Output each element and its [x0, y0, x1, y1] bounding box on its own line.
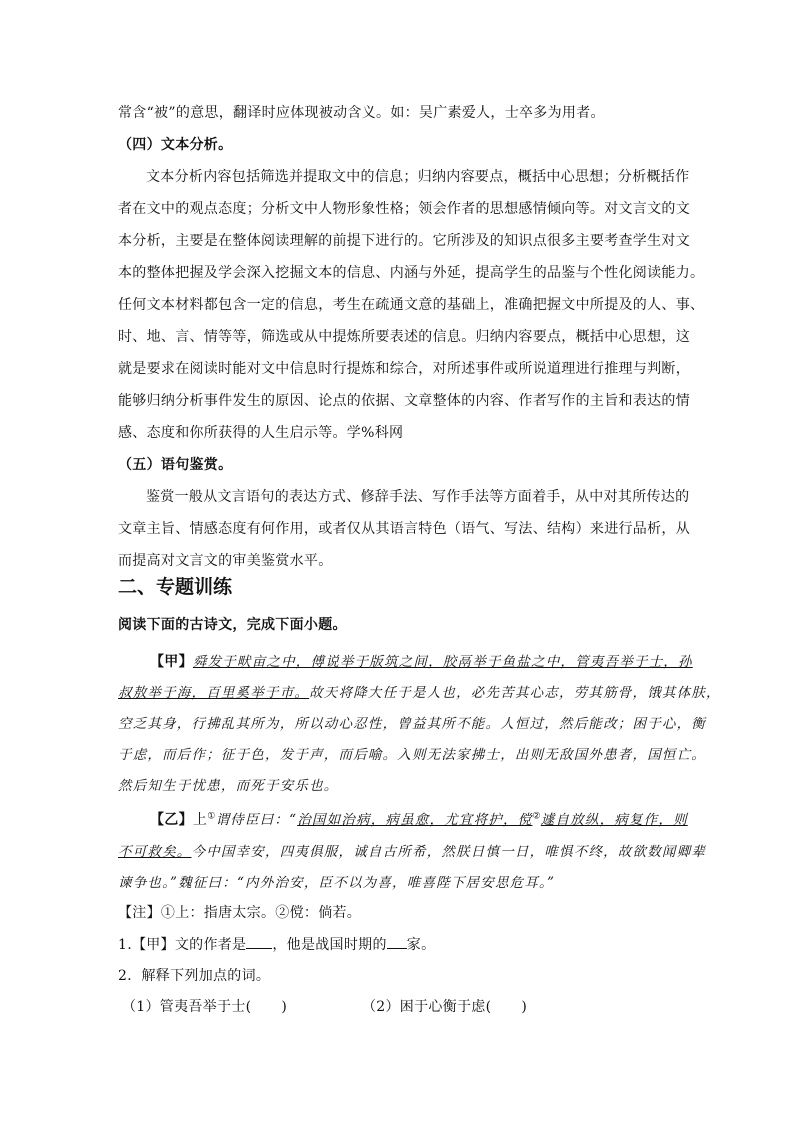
passage-jia-line-5: 然后知生于忧患，而死于安乐也。: [118, 778, 339, 794]
passage-tag: 【甲】: [150, 654, 193, 670]
paragraph-line: 感、态度和你所获得的人生启示等。学%科网: [118, 425, 404, 441]
paragraph-line: 文章主旨、情感态度有何作用，或者仅从其语言特色（语气、写法、结构）来进行品析，从: [118, 521, 690, 537]
question-text: 家。: [406, 937, 436, 953]
section-title: 二、专题训练: [118, 576, 233, 598]
question-1: [118, 934, 435, 954]
question-text: 1.【甲】文的作者是: [118, 937, 247, 953]
question-2-item-2: [362, 996, 527, 1016]
classical-text: 故天将降大任于是人也，必先苦其心志，劳其筋骨，饿其体肤，: [309, 685, 721, 701]
underlined-text: 治国如治病，病虽愈，尤宜将护，傥: [297, 812, 533, 828]
question-2-item-1: [122, 996, 287, 1016]
paragraph-line: 能够归纳分析事件发生的原因、论点的依据、文章整体的内容、作者写作的主旨和表达的情: [118, 393, 690, 409]
paragraph-line: 鉴赏一般从文言语句的表达方式、修辞手法、写作手法等方面着手，从中对其所传达的: [146, 489, 690, 505]
classical-text: 谓侍臣曰：“: [215, 812, 298, 828]
classical-text: 今中国幸安，四夷俱服，诚自古所希，然朕日慎一日，唯惧不终，故欲数闻卿辈: [191, 844, 706, 860]
paragraph-line: 任何文本材料都包含一定的信息，考生在疏通文意的基础上，准确把握文中所提及的人、事、: [118, 297, 705, 313]
paragraph-line: 本分析，主要是在整体阅读理解的前提下进行的。它所涉及的知识点很多主要考查学生对文: [118, 233, 690, 249]
instruction: 阅读下面的古诗文，完成下面小题。: [118, 617, 347, 633]
passage-jia-line-2: [118, 681, 721, 701]
footnote-marker: ②: [532, 811, 541, 822]
section-heading-5: （五）语句鉴赏。: [118, 457, 233, 473]
underlined-text: 遽自放纵，病复作，则: [540, 812, 688, 828]
section-heading-4: （四）文本分析。: [118, 137, 233, 153]
footnote: 【注】①上：指唐太宗。②傥：倘若。: [118, 905, 362, 921]
item-text: （1）管夷吾举于士(: [122, 999, 252, 1015]
paragraph-line: 本的整体把握及学会深入挖掘文本的信息、内涵与外延，提高学生的品鉴与个性化阅读能力。: [118, 265, 705, 281]
question-text: ，他是战国时期的: [272, 937, 387, 953]
passage-tag: 【乙】: [150, 812, 193, 828]
footnote-marker: ①: [207, 811, 216, 822]
item-text: ): [281, 999, 288, 1015]
answer-blank[interactable]: [387, 936, 407, 949]
passage-yi-line-2: [118, 840, 706, 860]
answer-blank[interactable]: [246, 936, 272, 949]
underlined-text: 叔敖举于海，百里奚举于市。: [118, 685, 310, 701]
passage-yi-line-3: 谏争也。”魏征曰：“内外治安，臣不以为喜，唯喜陛下居安思危耳。”: [118, 875, 556, 891]
paragraph-line: 者在文中的观点态度；分析文中人物形象性格；领会作者的思想感情倾向等。对文言文的文: [118, 201, 690, 217]
question-2: 2．解释下列加点的词。: [118, 968, 271, 984]
paragraph-line: 就是要求在阅读时能对文中信息时行提炼和综合，对所述事件或所说道理进行推理与判断，: [118, 361, 690, 377]
underlined-text: 舜发于畎亩之中，傅说举于版筑之间，胶鬲举于鱼盐之中，管夷吾举于士，孙: [192, 654, 693, 670]
classical-text: 上: [192, 812, 208, 828]
underlined-text: 不可救矣。: [118, 844, 192, 860]
paragraph-line: 时、地、言、情等等，筛选或从中提炼所要表述的信息。归纳内容要点，概括中心思想，这: [118, 329, 690, 345]
passage-yi-line-1: [150, 808, 688, 829]
item-text: （2）困于心衡于虑(: [362, 999, 492, 1015]
paragraph-line: 而提高对文言文的审美鉴赏水平。: [118, 553, 333, 569]
paragraph-line: 文本分析内容包括筛选并提取文中的信息；归纳内容要点，概括中心思想；分析概括作: [146, 169, 690, 185]
passage-jia-line-3: 空乏其身，行拂乱其所为，所以动心忍性，曾益其所不能。人恒过，然后能改；困于心，衡: [118, 716, 706, 732]
passage-jia-line-4: 于虑，而后作；征于色，发于声，而后喻。入则无法家拂士，出则无敌国外患者，国恒亡。: [118, 747, 706, 763]
item-text: ): [521, 999, 528, 1015]
text-line: 常含“被”的意思，翻译时应体现被动含义。如：吴广素爱人，士卒多为用者。: [118, 105, 605, 121]
passage-jia-line-1: [150, 650, 693, 671]
